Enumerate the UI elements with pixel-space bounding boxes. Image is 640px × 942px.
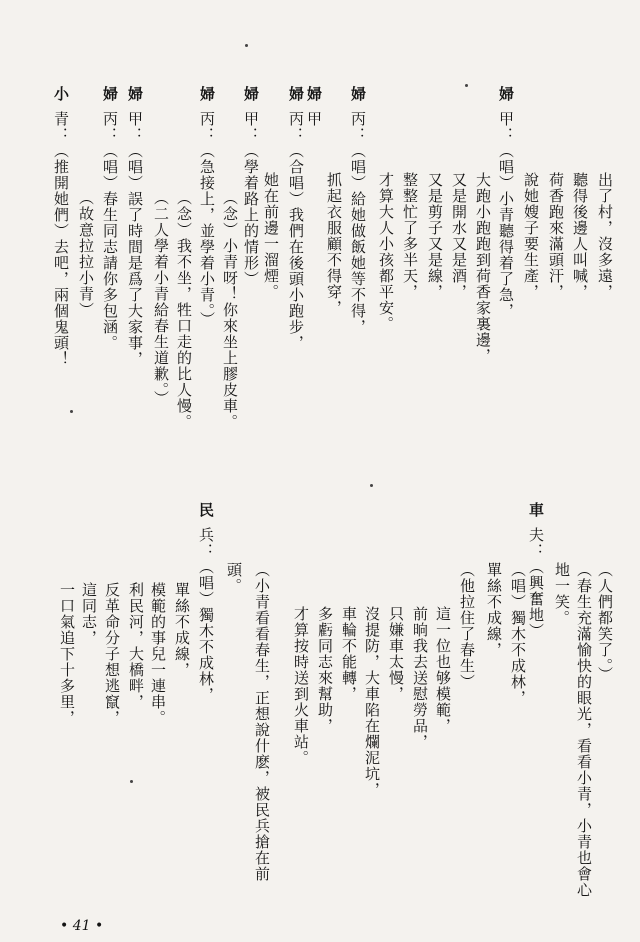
text-column: 多虧同志來幫助， <box>316 606 334 734</box>
speaker-name: 婦 <box>126 86 144 111</box>
line-text: 丙：（合唱）我們在後頭小跑步， <box>287 111 305 351</box>
print-speck <box>370 484 373 487</box>
text-column: 頭。 <box>225 562 243 594</box>
dialogue-line <box>242 86 259 287</box>
speaker-name: 婦 <box>287 86 305 111</box>
line-text: 夫：（興奮地） <box>527 527 545 639</box>
line-text: 甲：（學着路上的情形） <box>242 111 260 287</box>
speaker-name: 婦 <box>349 86 367 111</box>
text-column: 利民河，大橋畔， <box>127 582 145 710</box>
page-number: • 41 • <box>60 918 104 934</box>
print-speck <box>245 44 248 47</box>
dialogue-line <box>497 86 514 319</box>
text-column: （念）我不坐，牲口走的比人慢。 <box>175 190 193 430</box>
text-column: 這一位也够模範， <box>434 606 452 734</box>
text-column: （小青看看春生，正想說什麽，被民兵搶在前 <box>253 562 271 882</box>
line-text: 丙：（急接上，並學着小青。） <box>198 111 216 328</box>
line-text: 兵：（唱）獨木不成林， <box>197 527 215 703</box>
line-text: 甲：（唱）誤了時間是爲了大家事， <box>126 111 144 367</box>
text-column: （他拉住了春生） <box>458 562 476 690</box>
text-column: 只嫌車太慢， <box>387 606 405 702</box>
speaker-name: 車 <box>527 502 545 527</box>
text-column: （人們都笑了。） <box>596 562 614 683</box>
text-column: 才算按時送到火車站。 <box>292 606 310 766</box>
text-column: 整整忙了多半天， <box>401 172 419 300</box>
text-column: 抓起衣服顧不得穿， <box>325 172 343 316</box>
text-column: 車輪不能轉， <box>340 606 358 702</box>
dialogue-line <box>101 86 118 351</box>
print-speck <box>130 780 133 783</box>
text-column: 荷香跑來滿頭汗， <box>547 172 565 300</box>
text-column: （二人學着小青給春生道歉。） <box>152 190 170 407</box>
text-column: 地一笑。 <box>553 562 571 626</box>
text-column: （故意拉拉小青） <box>77 190 95 318</box>
text-column: 又是開水又是酒， <box>450 172 468 300</box>
dialogue-line <box>305 86 322 127</box>
speaker-name: 婦 <box>101 86 119 111</box>
text-column: 前晌我去送慰勞品， <box>411 606 429 750</box>
text-column: 出了村，沒多遠， <box>596 172 614 300</box>
speaker-name: 婦 <box>198 86 216 111</box>
line-text: 丙：（唱）春生同志請你多包涵。 <box>101 111 119 351</box>
speaker-name: 婦 <box>305 86 323 111</box>
dialogue-line <box>197 502 214 703</box>
text-column: 沒提防，大車陷在爛泥坑， <box>363 606 381 798</box>
text-column: 大跑小跑跑到荷香家裏邊， <box>474 172 492 364</box>
speaker-name: 小 <box>52 86 70 111</box>
line-text: 丙：（唱）給她做飯她等不得， <box>349 111 367 335</box>
dialogue-line <box>198 86 215 328</box>
text-column: （念）小青呀！你來坐上膠皮車。 <box>221 190 239 430</box>
text-column: 她在前邊一溜煙。 <box>262 172 280 300</box>
speaker-name: 婦 <box>242 86 260 111</box>
line-text: 青：（推開她們）去吧，兩個鬼頭！ <box>52 111 70 367</box>
text-column: 才算大人小孩都平安。 <box>377 172 395 332</box>
dialogue-line <box>287 86 304 351</box>
dialogue-line <box>527 502 544 639</box>
dialogue-line <box>126 86 143 367</box>
text-column: 這同志， <box>80 582 98 646</box>
print-speck <box>70 410 73 413</box>
dialogue-line <box>52 86 69 367</box>
text-column: 聽得後邊人叫喊， <box>571 172 589 300</box>
text-column: 說她嫂子要生產， <box>522 172 540 300</box>
speaker-name: 婦 <box>497 86 515 111</box>
print-speck <box>465 84 468 87</box>
line-text: 甲 <box>305 111 323 127</box>
speaker-name: 民 <box>197 502 215 527</box>
text-column: 單絲不成線， <box>485 562 503 658</box>
text-column: 又是剪子又是線， <box>426 172 444 300</box>
line-text: 甲：（唱）小青聽得着了急， <box>497 111 515 319</box>
text-column: 模範的事兒一連串。 <box>149 582 167 726</box>
text-column: 一口氣追下十多里， <box>58 582 76 726</box>
dialogue-line <box>349 86 366 335</box>
text-column: 單絲不成線， <box>173 582 191 678</box>
text-column: （春生充滿愉快的眼光，看看小青，小青也會心 <box>575 562 593 898</box>
text-column: （唱）獨木不成林， <box>509 562 527 706</box>
text-column: 反革命分子想逃竄， <box>103 582 121 726</box>
